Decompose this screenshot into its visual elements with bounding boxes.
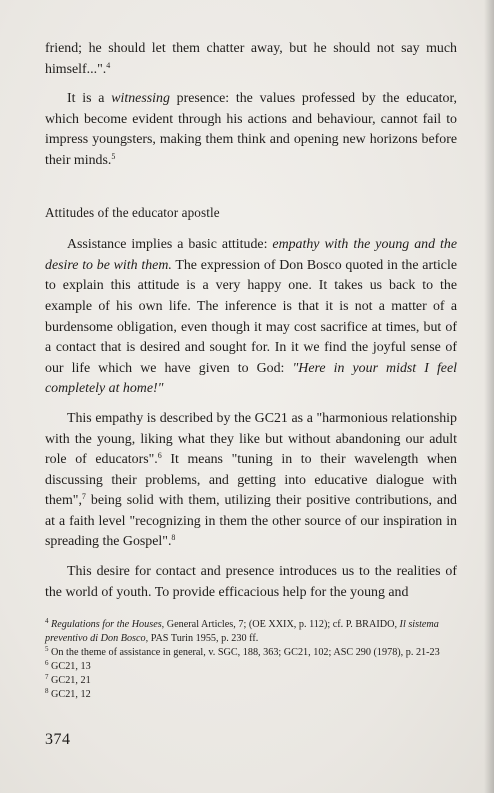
footnote-ref-6: 6 (157, 451, 162, 461)
section-heading: Attitudes of the educator apostle (45, 204, 220, 220)
footnote-ref-4: 4 (106, 60, 111, 70)
page-edge-shadow (484, 0, 494, 793)
footnote-5: $^5$ On the theme of assistance in general, v. SGC, 188, 363; GC21, 102; ASC 290 (1978), p. 21-23 (45, 644, 440, 658)
footnote-4: $^4$ Regulations for the Houses, General Articles, 7; (OE XXIX, p. 112); cf. P. BRAIDO, Il sistema preventivo di Don Bosco, PAS Turin 1955, p. 230 ff. (45, 617, 439, 644)
paragraph-2: It is a witnessing presence: the values professed by the educator, which become evident through his actions and behaviour, cannot fail to impress youngsters, making them think and opening new horizons before their minds.$^5$ (45, 91, 457, 168)
footnote-7: $^7$ GC21, 21 (45, 672, 91, 686)
paragraph-3: Assistance implies a basic attitude: empathy with the young and the desire to be with them. The expression of Don Bosco quoted in the article to explain this attitude is a very happy one. It takes us back to the example of his own life. The inference is that it is not a matter of a burdensome obligation, even though it may cost sacrifice at times, but of a contact that is desired and sought for. In it we find the joyful sense of our life which we have given to God: "Here in your midst I feel completely at home!" (45, 237, 457, 397)
footnote-ref-8: 8 (171, 533, 176, 543)
main-text (45, 39, 457, 603)
footnotes (45, 618, 465, 701)
footnote-8: $^8$ GC21, 12 (45, 686, 91, 700)
paragraph-1: friend; he should let them chatter away, but he should not say much himself...".$^4$ (45, 41, 457, 77)
footnote-ref-5: 5 (111, 151, 116, 161)
footnote-6: $^6$ GC21, 13 (45, 658, 91, 672)
paragraph-5: This desire for contact and presence introduces us to the realities of the world of youth. To provide efficacious help for the young and (45, 564, 457, 600)
paragraph-4: This empathy is described by the GC21 as a "harmonious relationship with the young, liking what they like but without abandoning our adult role of educators".$^6$ It means "tuning in to their wavelength when discussing their problems, and getting into educative dialogue with them",$^7$ being solid with them, utilizing their positive contributions, and at a faith level "recognizing in them the other source of our inspiration in spreading the Gospel".$^8$ (45, 410, 457, 550)
page-number: 374 (45, 731, 71, 748)
footnote-ref-7: 7 (81, 492, 86, 502)
